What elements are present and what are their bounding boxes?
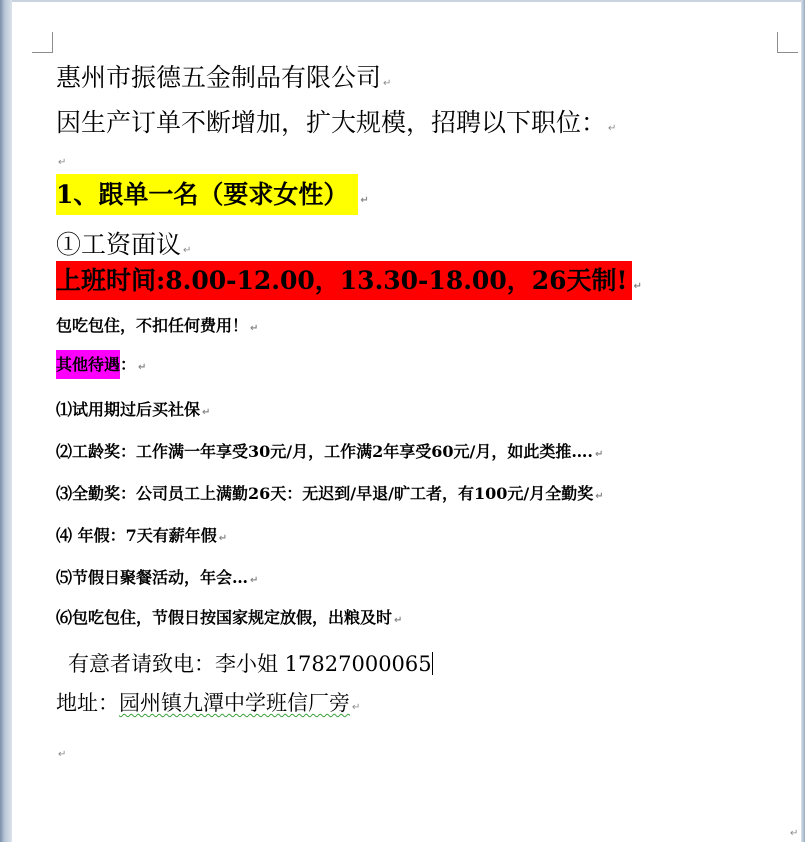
paragraph-mark: ↵ bbox=[383, 78, 392, 89]
paragraph-mark: ↵ bbox=[58, 749, 67, 760]
paragraph-mark-bottom: ↵ bbox=[790, 828, 799, 839]
benefit-item-1[interactable]: ⑴试用期过后买社保 ↵ bbox=[56, 400, 211, 419]
text-cursor bbox=[432, 652, 433, 675]
benefit-item-4[interactable]: ⑷ 年假：7天有薪年假 ↵ bbox=[56, 526, 228, 545]
top-left-margin-mark bbox=[32, 32, 53, 53]
contact-line[interactable]: 有意者请致电：李小姐 17827000065 bbox=[68, 652, 432, 676]
benefit-item-6[interactable]: ⑹包吃包住，节假日按国家规定放假，出粮及时 ↵ bbox=[56, 608, 403, 627]
top-right-margin-mark bbox=[777, 32, 798, 53]
benefits-label-highlight: 其他待遇 bbox=[56, 350, 120, 379]
position-highlight: 1、跟单一名（要求女性） bbox=[56, 174, 358, 215]
paragraph-mark: ↵ bbox=[202, 407, 211, 418]
paragraph-mark: ↵ bbox=[594, 449, 604, 460]
paragraph-mark: ↵ bbox=[595, 491, 604, 502]
paragraph-mark: ↵ bbox=[394, 615, 403, 626]
paragraph-mark: ↵ bbox=[608, 123, 617, 134]
benefits-heading[interactable]: 其他待遇： ↵ bbox=[56, 357, 146, 373]
address-value-spellcheck: 园州镇九潭中学班信厂旁 bbox=[119, 691, 350, 715]
paragraph-mark: ↵ bbox=[218, 533, 228, 544]
address-line[interactable]: 地址：园州镇九潭中学班信厂旁 ↵ bbox=[56, 691, 361, 715]
salary-line[interactable]: ①工资面议 ↵ bbox=[56, 230, 192, 259]
benefit-item-5[interactable]: ⑸节假日聚餐活动，年会… ↵ bbox=[56, 568, 259, 587]
paragraph-mark: ↵ bbox=[183, 245, 192, 256]
work-hours-line[interactable] bbox=[56, 268, 642, 293]
benefit-item-3[interactable]: ⑶全勤奖：公司员工上满勤26天：无迟到/早退/旷工者，有100元/月全勤奖 ↵ bbox=[56, 484, 604, 503]
food-lodging-line[interactable]: 包吃包住，不扣任何费用！ ↵ bbox=[56, 316, 259, 335]
paragraph-mark: ↵ bbox=[58, 157, 67, 168]
paragraph-mark: ↵ bbox=[138, 362, 147, 373]
position-heading[interactable] bbox=[56, 182, 369, 207]
window-right-border bbox=[801, 0, 805, 842]
paragraph-mark: ↵ bbox=[250, 575, 259, 586]
paragraph-mark: ↵ bbox=[360, 195, 369, 206]
work-hours-highlight: 上班时间:8.00-12.00，13.30-18.00，26天制! bbox=[56, 261, 632, 300]
window-left-border bbox=[0, 0, 12, 842]
document-page[interactable] bbox=[12, 2, 801, 842]
empty-paragraph[interactable] bbox=[56, 152, 66, 168]
paragraph-mark: ↵ bbox=[633, 281, 642, 292]
intro-paragraph[interactable]: 因生产订单不断增加，扩大规模，招聘以下职位： ↵ bbox=[56, 108, 617, 137]
empty-paragraph-end[interactable] bbox=[56, 744, 66, 760]
company-name[interactable]: 惠州市振德五金制品有限公司 ↵ bbox=[56, 63, 392, 92]
paragraph-mark: ↵ bbox=[250, 323, 259, 334]
paragraph-mark: ↵ bbox=[352, 702, 361, 713]
benefit-item-2[interactable]: ⑵工龄奖：工作满一年享受30元/月，工作满2年享受60元/月，如此类推…. ↵ bbox=[56, 442, 604, 461]
